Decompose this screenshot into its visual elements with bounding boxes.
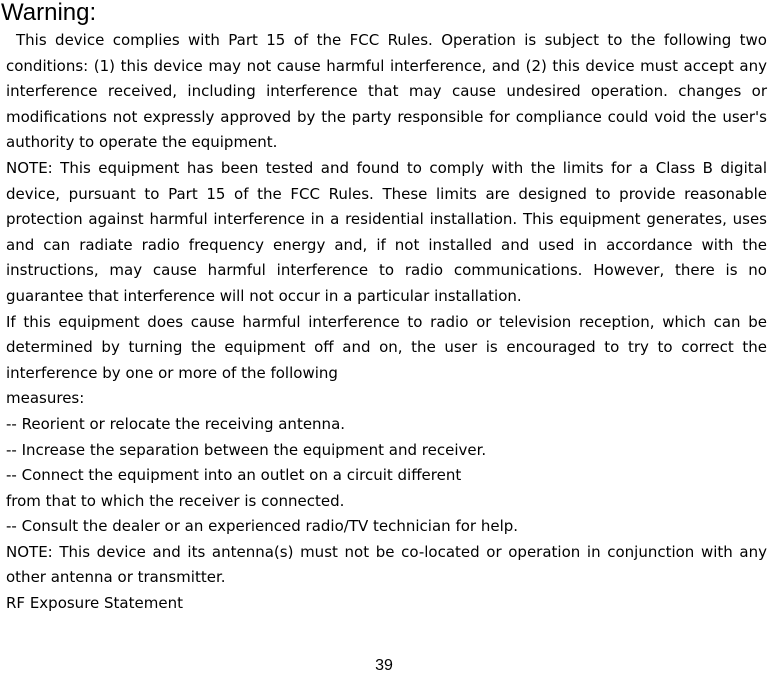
rf-exposure-heading: RF Exposure Statement <box>6 594 183 613</box>
class-b-note-paragraph: NOTE: This equipment has been tested and found to comply with the limits for a Class B digital device, pursuant to Part 15 of the FCC Rules. These limits are designed to provide reasonable protection against harmful interference in a residential installation. This equipment generates, uses and can radiate radio frequency energy and, if not installed and used in accordance with the instructions, may cause harmful interference to radio communications. However, there is no guarantee that interference will not occur in a particular installation. <box>6 158 767 305</box>
measure-item: -- Consult the dealer or an experienced radio/TV technician for help. <box>6 517 519 536</box>
page-number: 39 <box>375 657 393 674</box>
measure-item: -- Connect the equipment into an outlet on a circuit different <box>6 466 462 485</box>
measure-item-continuation: from that to which the receiver is connected. <box>6 491 345 510</box>
measures-label: measures: <box>6 389 85 408</box>
measure-item: -- Reorient or relocate the receiving antenna. <box>6 414 346 433</box>
fcc-compliance-paragraph: This device complies with Part 15 of the FCC Rules. Operation is subject to the following two conditions: (1) this device may not cause harmful interference, and (2) this device must accept any interference received, including interference that may cause undesired operation. changes or modifications not expressly approved by the party responsible for compliance could void the user's authority to operate the equipment. <box>6 31 767 152</box>
interference-paragraph: If this equipment does cause harmful interference to radio or television reception, which can be determined by turning the equipment off and on, the user is encouraged to try to correct the interference by one or more of the following <box>6 312 767 382</box>
warning-heading: Warning: <box>1 0 97 26</box>
document-body <box>6 28 767 617</box>
measure-item: -- Increase the separation between the equipment and receiver. <box>6 440 487 459</box>
co-location-note-paragraph: NOTE: This device and its antenna(s) must not be co-located or operation in conjunction with any other antenna or transmitter. <box>6 542 767 587</box>
